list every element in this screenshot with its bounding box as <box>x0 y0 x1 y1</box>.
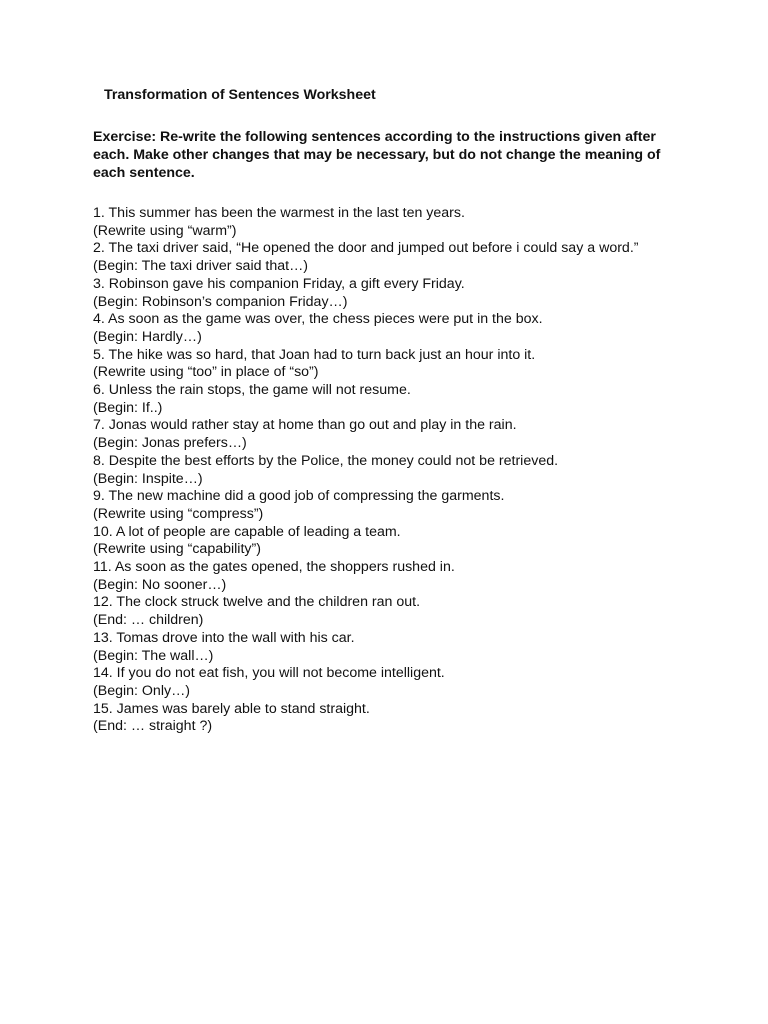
question-sentence: 4. As soon as the game was over, the chess pieces were put in the box. <box>93 311 543 328</box>
question-item <box>93 417 693 452</box>
question-sentence: 1. This summer has been the warmest in the last ten years. <box>93 205 465 221</box>
question-hint: (Rewrite using “warm”) <box>93 222 237 239</box>
question-hint: (Begin: Inspite…) <box>93 470 203 487</box>
question-item <box>93 382 693 417</box>
question-hint: (Begin: Only…) <box>93 682 190 699</box>
question-sentence: 12. The clock struck twelve and the children ran out. <box>93 594 421 611</box>
question-item <box>93 630 693 665</box>
question-sentence: 11. As soon as the gates opened, the shoppers rushed in. <box>93 559 455 576</box>
question-hint: (Rewrite using “capability”) <box>93 541 261 558</box>
question-item <box>93 488 693 523</box>
question-hint: (Begin: The taxi driver said that…) <box>93 258 309 275</box>
question-hint: (Begin: No sooner…) <box>93 576 227 593</box>
question-sentence: 7. Jonas would rather stay at home than go out and play in the rain. <box>93 417 517 434</box>
question-sentence: 5. The hike was so hard, that Joan had to turn back just an hour into it. <box>93 346 536 363</box>
question-item <box>93 594 693 629</box>
question-item <box>93 453 693 488</box>
question-item <box>93 665 693 700</box>
question-item <box>93 311 693 346</box>
question-sentence: 2. The taxi driver said, “He opened the door and jumped out before i could say a word.” <box>93 240 639 257</box>
question-sentence: 8. Despite the best efforts by the Police, the money could not be retrieved. <box>93 452 559 469</box>
question-hint: (Begin: Hardly…) <box>93 328 202 345</box>
question-list <box>93 205 693 736</box>
question-hint: (Rewrite using “compress”) <box>93 505 264 522</box>
question-item <box>93 559 693 594</box>
question-sentence: 10. A lot of people are capable of leading a team. <box>93 523 401 540</box>
question-hint: (End: … straight ?) <box>93 718 213 735</box>
question-item <box>93 276 693 311</box>
question-sentence: 9. The new machine did a good job of compressing the garments. <box>93 488 505 505</box>
question-hint: (End: … children) <box>93 612 204 629</box>
question-sentence: 15. James was barely able to stand straight. <box>93 700 370 717</box>
question-sentence: 13. Tomas drove into the wall with his car. <box>93 629 355 646</box>
question-sentence: 14. If you do not eat fish, you will not become intelligent. <box>93 665 445 682</box>
question-item <box>93 240 693 275</box>
question-item <box>93 701 693 736</box>
exercise-instructions: Exercise: Re-write the following sentences according to the instructions given after each. Make other changes that may be necessary, but do not change the meaning of each sentence. <box>93 129 661 181</box>
question-item <box>93 347 693 382</box>
question-hint: (Begin: The wall…) <box>93 647 214 664</box>
question-sentence: 3. Robinson gave his companion Friday, a gift every Friday. <box>93 275 465 292</box>
question-sentence: 6. Unless the rain stops, the game will not resume. <box>93 382 411 399</box>
question-hint: (Begin: If..) <box>93 399 163 416</box>
question-item <box>93 205 693 240</box>
question-hint: (Begin: Jonas prefers…) <box>93 435 247 452</box>
question-hint: (Begin: Robinson’s companion Friday…) <box>93 293 348 310</box>
question-item <box>93 524 693 559</box>
question-hint: (Rewrite using “too” in place of “so”) <box>93 364 319 381</box>
worksheet-title: Transformation of Sentences Worksheet <box>104 87 376 103</box>
